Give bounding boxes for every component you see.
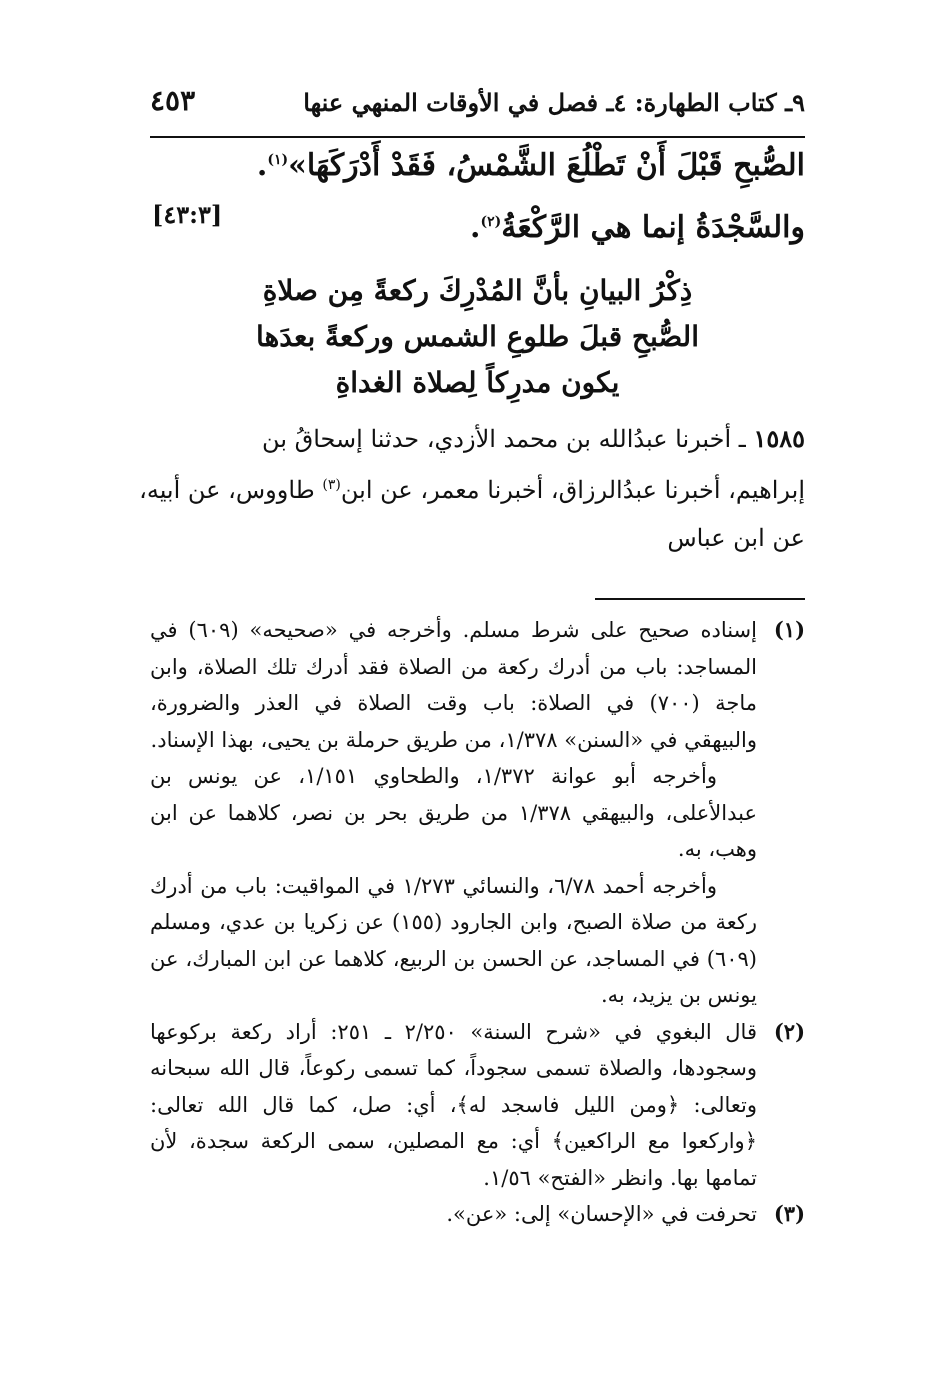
footnote-paragraph: وأخرجه أبو عوانة ١/٣٧٢، والطحاوي ١/١٥١، عن يونس بن عبدالأعلى، والبيهقي ١/٣٧٨ من طريق بحر بن نصر، كلاهما عن ابن وهب، به. <box>150 764 758 861</box>
footnote-paragraph: تحرفت في «الإحسان» إلى: «عن». <box>446 1202 757 1226</box>
hadith-number: ١٥٨٥ <box>753 424 805 453</box>
hadith-1585-line-3: عن ابن عباس <box>667 524 805 552</box>
running-title: ٩ـ كتاب الطهارة: ٤ـ فصل في الأوقات المنهي عنها <box>303 88 805 117</box>
chapter-heading <box>150 268 805 406</box>
footnote-paragraph: وأخرجه أحمد ٦/٧٨، والنسائي ١/٢٧٣ في المواقيت: باب من أدرك ركعة من صلاة الصبح، وابن الجارود (١٥٥) عن زكريا بن عدي، ومسلم (٦٠٩) في المساجد، عن الحسن بن الربيع، كلاهما عن ابن المبارك، عن يونس بن يزيد، به. <box>150 873 757 1007</box>
chapter-heading-line: الصُّبحِ قبلَ طلوعِ الشمس وركعةً بعدَها <box>256 320 699 353</box>
chapter-heading-line: يكون مدرِكاً لِصلاة الغداةِ <box>335 366 620 399</box>
footnote-number: (٢) <box>773 1018 805 1044</box>
footnote-number: (٣) <box>773 1201 805 1226</box>
footnote-2 <box>150 1014 805 1197</box>
footnote-paragraph: قال البغوي في «شرح السنة» ٢/٢٥٠ ـ ٢٥١: أراد ركعة بركوعها وسجودها، والصلاة تسمى سجوداً، كما تسمى ركوعاً، قال الله سبحانه وتعالى: ﴿ومن الليل فاسجد له﴾، أي: صل، كما قال الله تعالى: ﴿واركعوا مع الراكعين﴾ أي: مع المصلين، سمى الركعة سجدة، لأن تمامها بها. وانظر «الفتح» ١/٥٦. <box>150 1019 757 1190</box>
page-number: ٤٥٣ <box>150 84 196 117</box>
footnote-3 <box>150 1196 805 1233</box>
page-header <box>150 82 805 122</box>
footnote-number: (١) <box>773 617 805 642</box>
footnote-paragraph: إسناده صحيح على شرط مسلم. وأخرجه في «صحيحه» (٦٠٩) في المساجد: باب من أدرك ركعة من الصلاة فقد أدرك تلك الصلاة، وابن ماجة (٧٠٠) في الصلاة: باب وقت الصلاة في العذر والضرورة، والبيهقي في «السنن» ١/٣٧٨، من طريق حرملة بن يحيى، بهذا الإسناد. <box>150 618 757 752</box>
reference-marker: [٤٣:٣] <box>152 200 223 229</box>
footnote-ref-1: (١) <box>267 152 289 168</box>
footnote-ref-3: (٣) <box>322 477 341 493</box>
hadith-1585-line-2: إبراهيم، أخبرنا عبدُالرزاق، أخبرنا معمر، عن ابن$^{(٣)}$ طاووس، عن أبيه، <box>139 476 805 504</box>
footnote-1 <box>150 612 805 1014</box>
hadith-continuation-line-2: والسَّجْدَةُ إنما هي الرَّكْعَةُ$^{(٢)}$. <box>470 210 805 245</box>
chapter-heading-line: ذِكْرُ البيانِ بأنَّ المُدْرِكَ ركعةً مِن صلاةِ <box>262 274 693 307</box>
footnote-separator <box>595 598 805 600</box>
footnote-ref-2: (٢) <box>480 214 502 230</box>
footnotes <box>150 612 805 1233</box>
hadith-1585-line-1: ١٥٨٥ ـ أخبرنا عبدُالله بن محمد الأزدي، حدثنا إسحاقُ بن <box>262 424 805 453</box>
hadith-continuation-line-1: الصُّبحِ قَبْلَ أَنْ تَطْلُعَ الشَّمْسُ، فَقَدْ أَدْرَكَهَا»$^{(١)}$. <box>256 148 805 183</box>
header-rule <box>150 136 805 138</box>
